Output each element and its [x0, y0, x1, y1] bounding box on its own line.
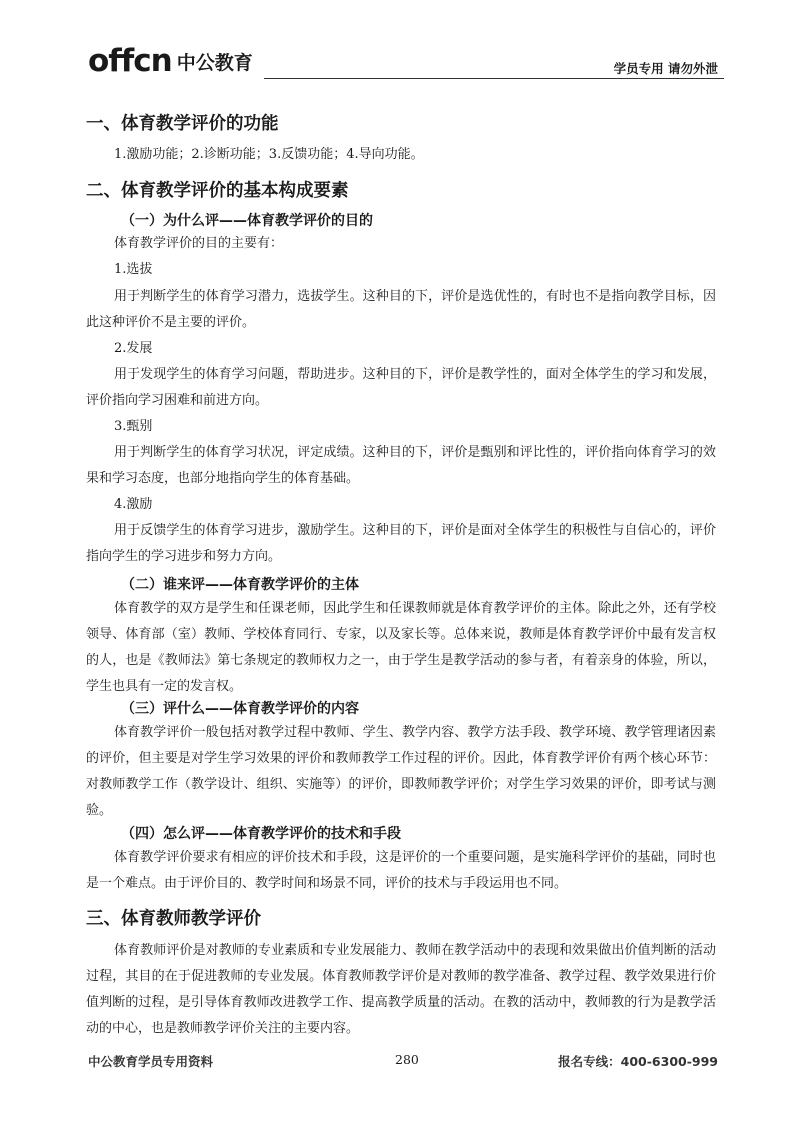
item-1-title: 1.选拔	[114, 262, 153, 277]
section-1-text: 1.激励功能；2.诊断功能；3.反馈功能；4.导向功能。	[114, 147, 424, 162]
header-confidential-note: 学员专用 请勿外泄	[613, 61, 718, 76]
footer-hotline: 报名专线：400-6300-999	[558, 1054, 718, 1069]
logo-mark: offcn	[88, 43, 172, 79]
subsection-2-3-text: 体育教学评价一般包括对教学过程中教师、学生、教学内容、教学方法手段、教学环境、教学管理诸因素的评价，但主要是对学生学习效果的评价和教师教学工作过程的评价。因此，体育教学评价有两个核心环节：对教师教学工作（教学设计、组织、实施等）的评价，即教师教学评价；对学生学习效果的评价，即考试与测验。	[86, 725, 716, 818]
page-header	[88, 34, 724, 84]
page-footer	[88, 1052, 718, 1076]
section-2-title: 二、体育教学评价的基本构成要素	[86, 181, 349, 201]
subsection-2-4-title: （四）怎么评——体育教学评价的技术和手段	[121, 826, 401, 842]
item-2-title: 2.发展	[114, 341, 153, 356]
item-2-text: 用于发现学生的体育学习问题，帮助进步。这种目的下，评价是教学性的，面对全体学生的学习和发展，评价指向学习困难和前进方向。	[86, 367, 716, 408]
subsection-2-4-text: 体育教学评价要求有相应的评价技术和手段，这是评价的一个重要问题，是实施科学评价的基础，同时也是一个难点。由于评价目的、教学时间和场景不同，评价的技术与手段运用也不同。	[86, 850, 716, 891]
subsection-2-2-text: 体育教学的双方是学生和任课老师，因此学生和任课教师就是体育教学评价的主体。除此之外，还有学校领导、体育部（室）教师、学校体育同行、专家，以及家长等。总体来说，教师是体育教学评价中最有发言权的人，也是《教师法》第七条规定的教师权力之一，由于学生是教学活动的参与者，有着亲身的体验，所以，学生也具有一定的发言权。	[86, 601, 716, 694]
item-3-title: 3.甄别	[114, 419, 153, 434]
header-divider	[264, 78, 724, 79]
subsection-2-2-title: （二）谁来评——体育教学评价的主体	[121, 577, 359, 593]
logo-chinese-name: 中公教育	[176, 52, 253, 74]
subsection-2-1-intro: 体育教学评价的目的主要有：	[114, 236, 284, 251]
subsection-2-3-title: （三）评什么——体育教学评价的内容	[121, 701, 359, 717]
section-3-text: 体育教师评价是对教师的专业素质和专业发展能力、教师在教学活动中的表现和效果做出价值判断的活动过程，其目的在于促进教师的专业发展。体育教师教学评价是对教师的教学准备、教学过程、教学效果进行价值判断的过程，是引导体育教师改进教学工作、提高教学质量的活动。在教的活动中，教师教的行为是教学活动的中心，也是教师教学评价关注的主要内容。	[86, 943, 716, 1036]
item-4-title: 4.激励	[114, 497, 153, 512]
footer-left-text: 中公教育学员专用资料	[88, 1054, 214, 1069]
subsection-2-1-title: （一）为什么评——体育教学评价的目的	[121, 213, 373, 229]
page-number: 280	[395, 1052, 419, 1067]
offcn-logo	[88, 38, 253, 78]
item-3-text: 用于判断学生的体育学习状况，评定成绩。这种目的下，评价是甄别和评比性的，评价指向体育学习的效果和学习态度，也部分地指向学生的体育基础。	[86, 445, 716, 486]
item-4-text: 用于反馈学生的体育学习进步，激励学生。这种目的下，评价是面对全体学生的积极性与自信心的，评价指向学生的学习进步和努力方向。	[86, 523, 716, 564]
item-1-text: 用于判断学生的体育学习潜力，选拔学生。这种目的下，评价是选优性的，有时也不是指向教学目标，因此这种评价不是主要的评价。	[86, 289, 716, 330]
section-1-title: 一、体育教学评价的功能	[86, 114, 279, 134]
section-3-title: 三、体育教师教学评价	[86, 909, 261, 929]
